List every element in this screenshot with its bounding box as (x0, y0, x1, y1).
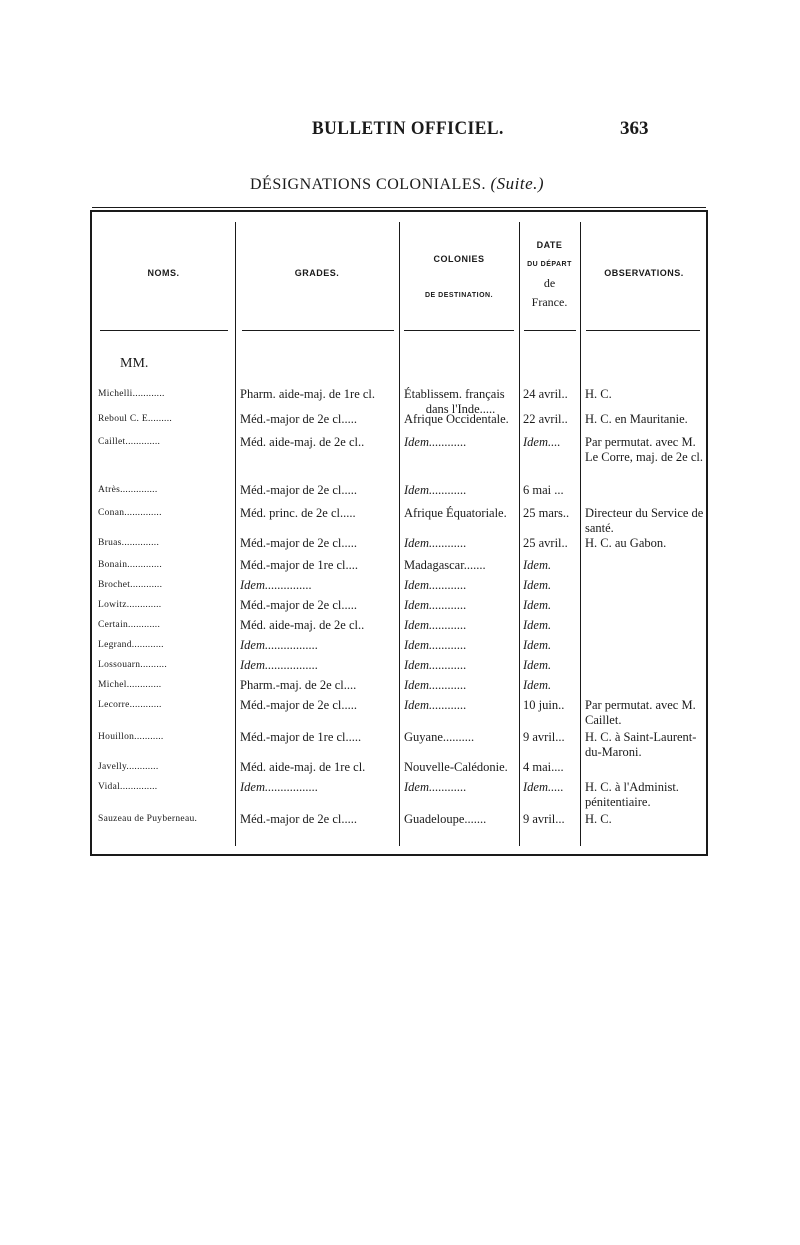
cell-grade: Méd.-major de 2e cl..... (240, 698, 357, 712)
cell-colonie: Idem............ (404, 638, 467, 652)
cell-colonie: Afrique Équatoriale. (404, 506, 507, 520)
cell-grade: Idem............... (240, 578, 312, 592)
header-rule (242, 330, 394, 331)
cell-grade: Méd. aide-maj. de 2e cl.. (240, 618, 365, 632)
cell-date: Idem. (523, 638, 552, 652)
cell-date: Idem. (523, 558, 552, 572)
column-header-date-sub: DU DÉPART (527, 261, 572, 268)
cell-date: Idem. (523, 658, 552, 672)
cell-colonie: Idem............ (404, 618, 467, 632)
header-rule (586, 330, 700, 331)
cell-date: Idem.... (523, 435, 561, 449)
cell-grade: Méd.-major de 2e cl..... (240, 483, 357, 497)
cell-observations: Par permutat. avec M. Le Corre, maj. de 2e cl. (585, 435, 704, 464)
cell-nom: Certain............ (98, 620, 161, 630)
column-rule (399, 222, 400, 846)
cell-nom: Houillon........... (98, 732, 164, 742)
header-rule (100, 330, 228, 331)
cell-date: 22 avril.. (523, 412, 568, 426)
cell-nom: Bonain............. (98, 560, 163, 570)
cell-colonie: Idem............ (404, 536, 467, 550)
header-rule (404, 330, 514, 331)
cell-colonie: Idem............ (404, 598, 467, 612)
cell-colonie-line2: dans l'Inde..... (425, 402, 496, 416)
cell-grade: Méd.-major de 2e cl..... (240, 412, 357, 426)
cell-date: Idem. (523, 578, 552, 592)
cell-colonie: Guyane.......... (404, 730, 475, 744)
section-title-text: DÉSIGNATIONS COLONIALES. (250, 176, 486, 193)
column-header-date-france: France. (531, 295, 568, 309)
cell-date: Idem. (523, 598, 552, 612)
cell-colonie: Idem............ (404, 435, 467, 449)
cell-nom: Javelly............ (98, 762, 159, 772)
running-title: BULLETIN OFFICIEL. (312, 118, 504, 139)
cell-colonie: Idem............ (404, 578, 467, 592)
cell-grade: Méd. aide-maj. de 1re cl. (240, 760, 366, 774)
cell-nom: Brochet............ (98, 580, 163, 590)
cell-colonie: Idem............ (404, 483, 467, 497)
cell-grade: Idem................. (240, 780, 319, 794)
cell-observations: H. C. en Mauritanie. (585, 412, 688, 426)
cell-grade: Pharm. aide-maj. de 1re cl. (240, 387, 376, 401)
cell-observations: H. C. au Gabon. (585, 536, 667, 550)
cell-colonie: Idem............ (404, 678, 467, 692)
cell-nom: Michelli............ (98, 389, 165, 399)
cell-nom: Lossouarn.......... (98, 660, 168, 670)
column-rule (235, 222, 236, 846)
cell-nom: Michel............. (98, 680, 162, 690)
cell-date: Idem..... (523, 780, 564, 794)
column-header-colonies-sub: DE DESTINATION. (424, 292, 494, 299)
cell-grade: Méd. princ. de 2e cl..... (240, 506, 356, 520)
cell-colonie: Idem............ (404, 658, 467, 672)
column-header-colonies: COLONIES (433, 254, 485, 264)
cell-grade: Méd.-major de 1re cl.... (240, 558, 359, 572)
cell-nom: Lowitz............. (98, 600, 162, 610)
column-rule (519, 222, 520, 846)
cell-observations: H. C. (585, 387, 612, 401)
cell-grade: Méd. aide-maj. de 2e cl.. (240, 435, 365, 449)
page-number: 363 (620, 118, 649, 139)
cell-nom: Reboul C. E......... (98, 414, 173, 424)
header-rule (524, 330, 576, 331)
cell-date: 6 mai ... (523, 483, 564, 497)
cell-observations: H. C. à l'Administ. pénitentiaire. (585, 780, 679, 809)
cell-nom: Sauzeau de Puyberneau. (98, 814, 198, 824)
cell-grade: Idem................. (240, 638, 319, 652)
cell-nom: Atrès.............. (98, 485, 158, 495)
cell-nom: Bruas.............. (98, 538, 160, 548)
column-rule (580, 222, 581, 846)
cell-nom: Caillet............. (98, 437, 161, 447)
cell-date: 9 avril... (523, 730, 565, 744)
cell-nom: Legrand............ (98, 640, 164, 650)
designations-table (90, 210, 708, 856)
section-title-suite: (Suite.) (490, 174, 545, 193)
cell-observations: H. C. (585, 812, 612, 826)
cell-grade: Méd.-major de 2e cl..... (240, 536, 357, 550)
cell-date: 25 avril.. (523, 536, 568, 550)
cell-grade: Méd.-major de 1re cl..... (240, 730, 362, 744)
cell-date: 9 avril... (523, 812, 565, 826)
cell-colonie: Madagascar....... (404, 558, 486, 572)
column-header-grades: GRADES. (294, 268, 340, 278)
cell-date: Idem. (523, 618, 552, 632)
cell-date: 4 mai.... (523, 760, 564, 774)
cell-colonie: Établissem. français dans l'Inde..... (404, 387, 517, 417)
cell-observations: Par permutat. avec M. Caillet. (585, 698, 696, 727)
cell-date: 25 mars.. (523, 506, 570, 520)
cell-grade: Méd.-major de 2e cl..... (240, 812, 357, 826)
cell-colonie: Afrique Occidentale. (404, 412, 509, 426)
cell-grade: Pharm.-maj. de 2e cl.... (240, 678, 357, 692)
cell-colonie: Nouvelle-Calédonie. (404, 760, 508, 774)
cell-nom: Lecorre............ (98, 700, 162, 710)
cell-date: Idem. (523, 678, 552, 692)
cell-observations: H. C. à Saint-Laurent-du-Maroni. (585, 730, 697, 759)
section-title (250, 174, 544, 194)
cell-grade: Méd.-major de 2e cl..... (240, 598, 357, 612)
column-header-observations: OBSERVATIONS. (604, 268, 684, 278)
mm-label: MM. (120, 356, 149, 371)
cell-date: 24 avril.. (523, 387, 568, 401)
cell-observations: Directeur du Service de santé. (585, 506, 704, 535)
cell-nom: Conan.............. (98, 508, 162, 518)
column-header-date-de: de (543, 276, 556, 290)
cell-nom: Vidal.............. (98, 782, 158, 792)
cell-date: 10 juin.. (523, 698, 565, 712)
column-header-noms: NOMS. (147, 268, 180, 278)
cell-colonie: Guadeloupe....... (404, 812, 487, 826)
cell-grade: Idem................. (240, 658, 319, 672)
column-header-date: DATE (536, 240, 563, 250)
cell-colonie: Idem............ (404, 698, 467, 712)
cell-colonie: Idem............ (404, 780, 467, 794)
